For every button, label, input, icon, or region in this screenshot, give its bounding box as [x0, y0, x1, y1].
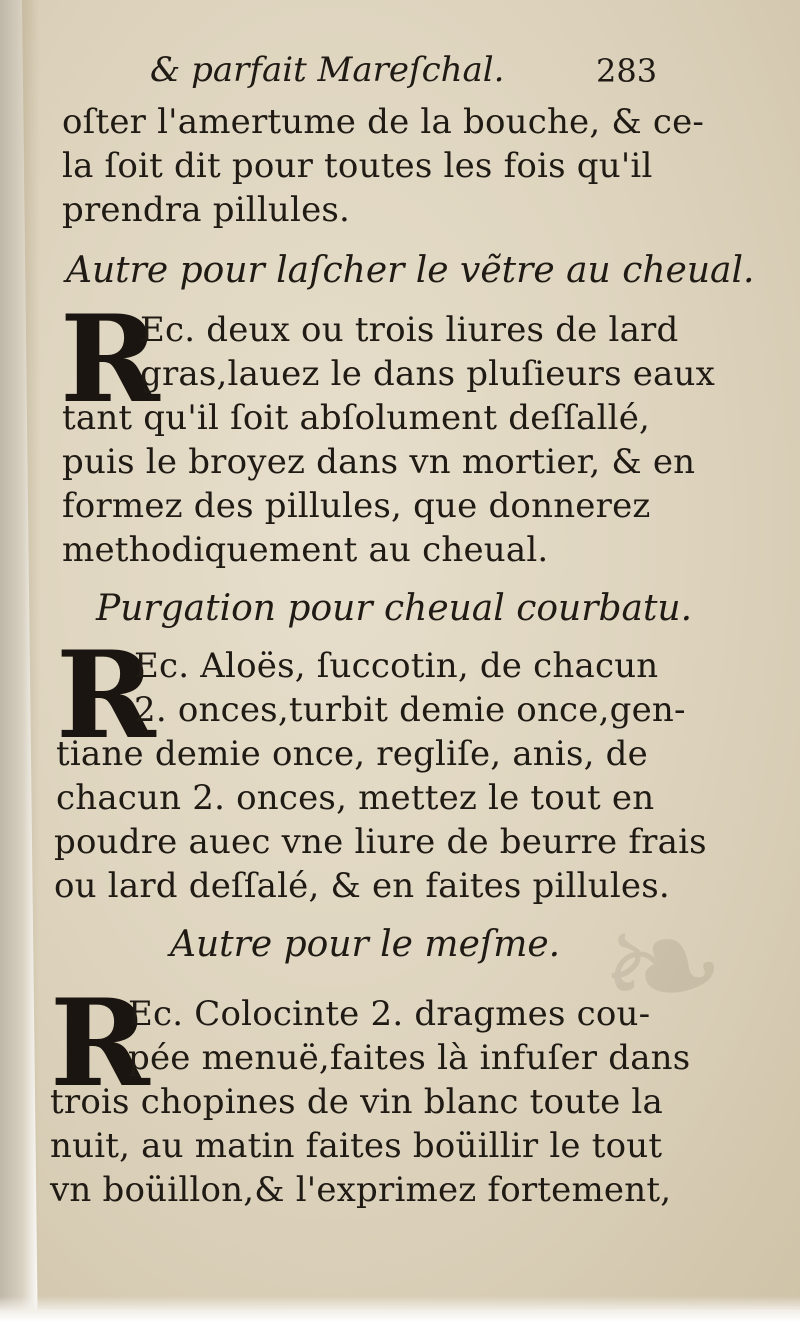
body-line: tant qu'il ſoit abſolument deſſallé, [62, 398, 651, 438]
body-line: nuit, au matin faites boüillir le tout [50, 1126, 663, 1166]
binding-gutter [0, 0, 40, 1322]
page-bottom-edge [0, 1296, 800, 1322]
body-line: gras,lauez le dans pluſieurs eaux [140, 354, 716, 394]
body-line: tiane demie once, regliſe, anis, de [56, 734, 648, 774]
body-line: Ec. Colocinte 2. dragmes cou- [128, 994, 651, 1034]
drop-cap: R [56, 625, 156, 766]
body-line: methodiquement au cheual. [62, 530, 549, 570]
show-through-mark: ❧ [600, 880, 726, 1054]
continuation-line: prendra pillules. [62, 190, 351, 230]
body-line: puis le broyez dans vn mortier, & en [62, 442, 696, 482]
drop-cap: R [60, 289, 160, 430]
body-line: Ec. deux ou trois liures de lard [140, 310, 679, 350]
drop-cap: R [50, 973, 150, 1114]
continuation-line: oſter l'amertume de la bouche, & ce- [62, 102, 705, 142]
page-number: 283 [596, 52, 658, 90]
body-line: 2. onces,turbit demie once,gen- [134, 690, 686, 730]
body-line: formez des pillules, que donnerez [62, 486, 651, 526]
body-line: chacun 2. onces, mettez le tout en [56, 778, 655, 818]
body-line: ou lard deſſalé, & en faites pillules. [54, 866, 670, 906]
running-title: & parfait Mareſchal. [150, 50, 505, 90]
body-line: poudre auec vne liure de beurre frais [54, 822, 707, 862]
body-line: vn boüillon,& l'exprimez fortement, [50, 1170, 672, 1210]
section-heading: Purgation pour cheual courbatu. [96, 588, 693, 629]
body-line: pée menuë,faites là infuſer dans [128, 1038, 691, 1078]
body-line: Ec. Aloës, ſuccotin, de chacun [134, 646, 659, 686]
section-heading: Autre pour laſcher le vẽtre au cheual. [66, 250, 755, 291]
section-heading: Autre pour le meſme. [170, 924, 561, 965]
body-line: trois chopines de vin blanc toute la [50, 1082, 663, 1122]
continuation-line: la ſoit dit pour toutes les fois qu'il [62, 146, 653, 186]
